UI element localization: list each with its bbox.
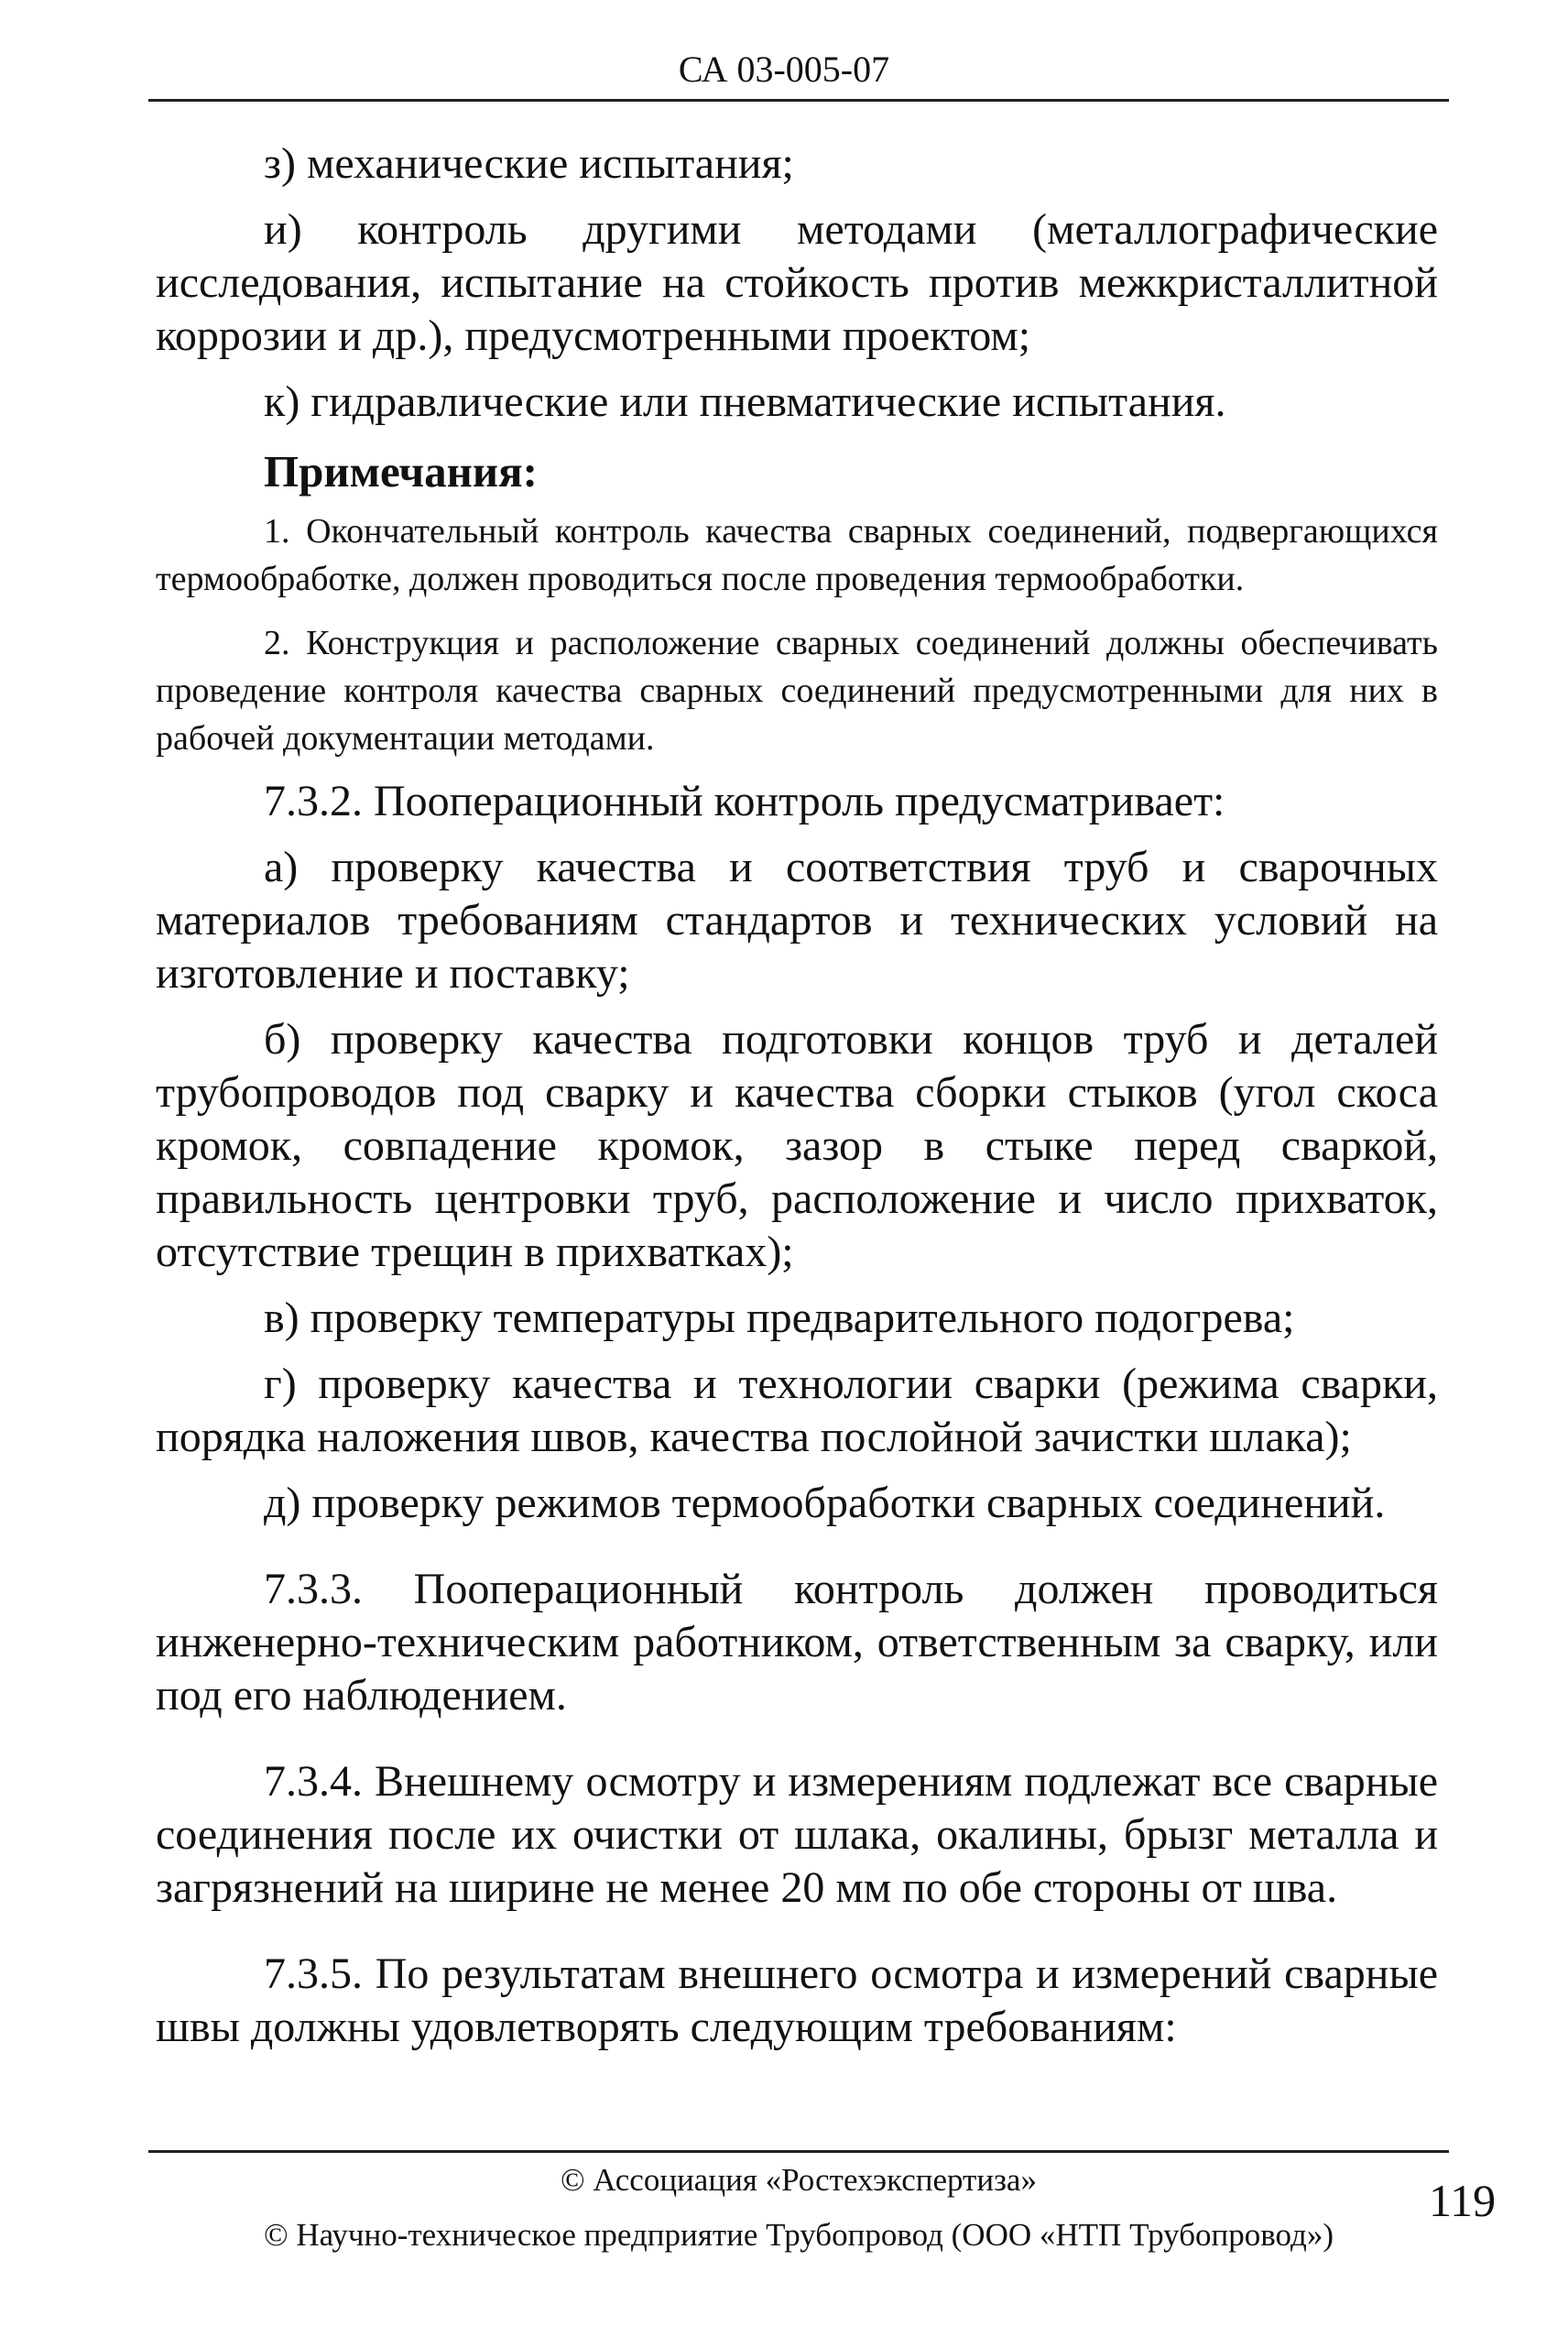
list-item-d: д) проверку режимов термообработки сварных соединений.	[264, 1479, 1386, 1527]
page-content	[156, 137, 1438, 2054]
section-7-3-5: 7.3.5. По результатам внешнего осмотра и измерений сварные швы должны удовлетворять следующим требованиям:	[156, 1949, 1438, 2051]
footer-divider	[148, 2150, 1449, 2153]
header-divider	[148, 99, 1449, 102]
note-2: 2. Конструкция и расположение сварных соединений должны обеспечивать проведение контроля качества сварных соединений предусмотренными для них в рабочей документации методами.	[156, 624, 1438, 758]
footer-copyright-association: © Ассоциация «Ростехэкспертиза»	[561, 2162, 1037, 2198]
notes-heading: Примечания:	[264, 446, 538, 497]
list-item-v: в) проверку температуры предварительного подогрева;	[264, 1294, 1295, 1342]
note-1: 1. Окончательный контроль качества сварных соединений, подвергающихся термообработке, должен проводиться после проведения термообработки.	[156, 512, 1438, 598]
list-item-b: б) проверку качества подготовки концов труб и деталей трубопроводов под сварку и качества сборки стыков (угол скоса кромок, совпадение кромок, зазор в стыке перед сваркой, правильность центровки труб, расположение и число прихваток, отсутствие трещин в прихватках);	[156, 1015, 1438, 1276]
list-item-z: з) механические испытания;	[264, 139, 794, 188]
section-7-3-4: 7.3.4. Внешнему осмотру и измерениям подлежат все сварные соединения после их очистки от шлака, окалины, брызг металла и загрязнений на ширине не менее 20 мм по обе стороны от шва.	[156, 1757, 1438, 1912]
page-number: 119	[1429, 2175, 1497, 2226]
document-code: СА 03-005-07	[678, 49, 890, 90]
list-item-i: и) контроль другими методами (металлографические исследования, испытание на стойкость против межкристаллитной коррозии и др.), предусмотренными проектом;	[156, 205, 1438, 360]
list-item-g: г) проверку качества и технологии сварки (режима сварки, порядка наложения швов, качества послойной зачистки шлака);	[156, 1360, 1438, 1461]
list-item-a: а) проверку качества и соответствия труб и сварочных материалов требованиям стандартов и технических условий на изготовление и поставку;	[156, 843, 1438, 998]
list-item-k: к) гидравлические или пневматические испытания.	[264, 377, 1226, 426]
section-7-3-2-intro: 7.3.2. Пооперационный контроль предусматривает:	[264, 777, 1225, 825]
spacer	[156, 762, 1438, 775]
section-7-3-3: 7.3.3. Пооперационный контроль должен проводиться инженерно-техническим работником, ответственным за сварку, или под его наблюдением.	[156, 1565, 1438, 1720]
footer-copyright-enterprise: © Научно-техническое предприятие Трубопровод (ООО «НТП Трубопровод»)	[264, 2217, 1334, 2253]
